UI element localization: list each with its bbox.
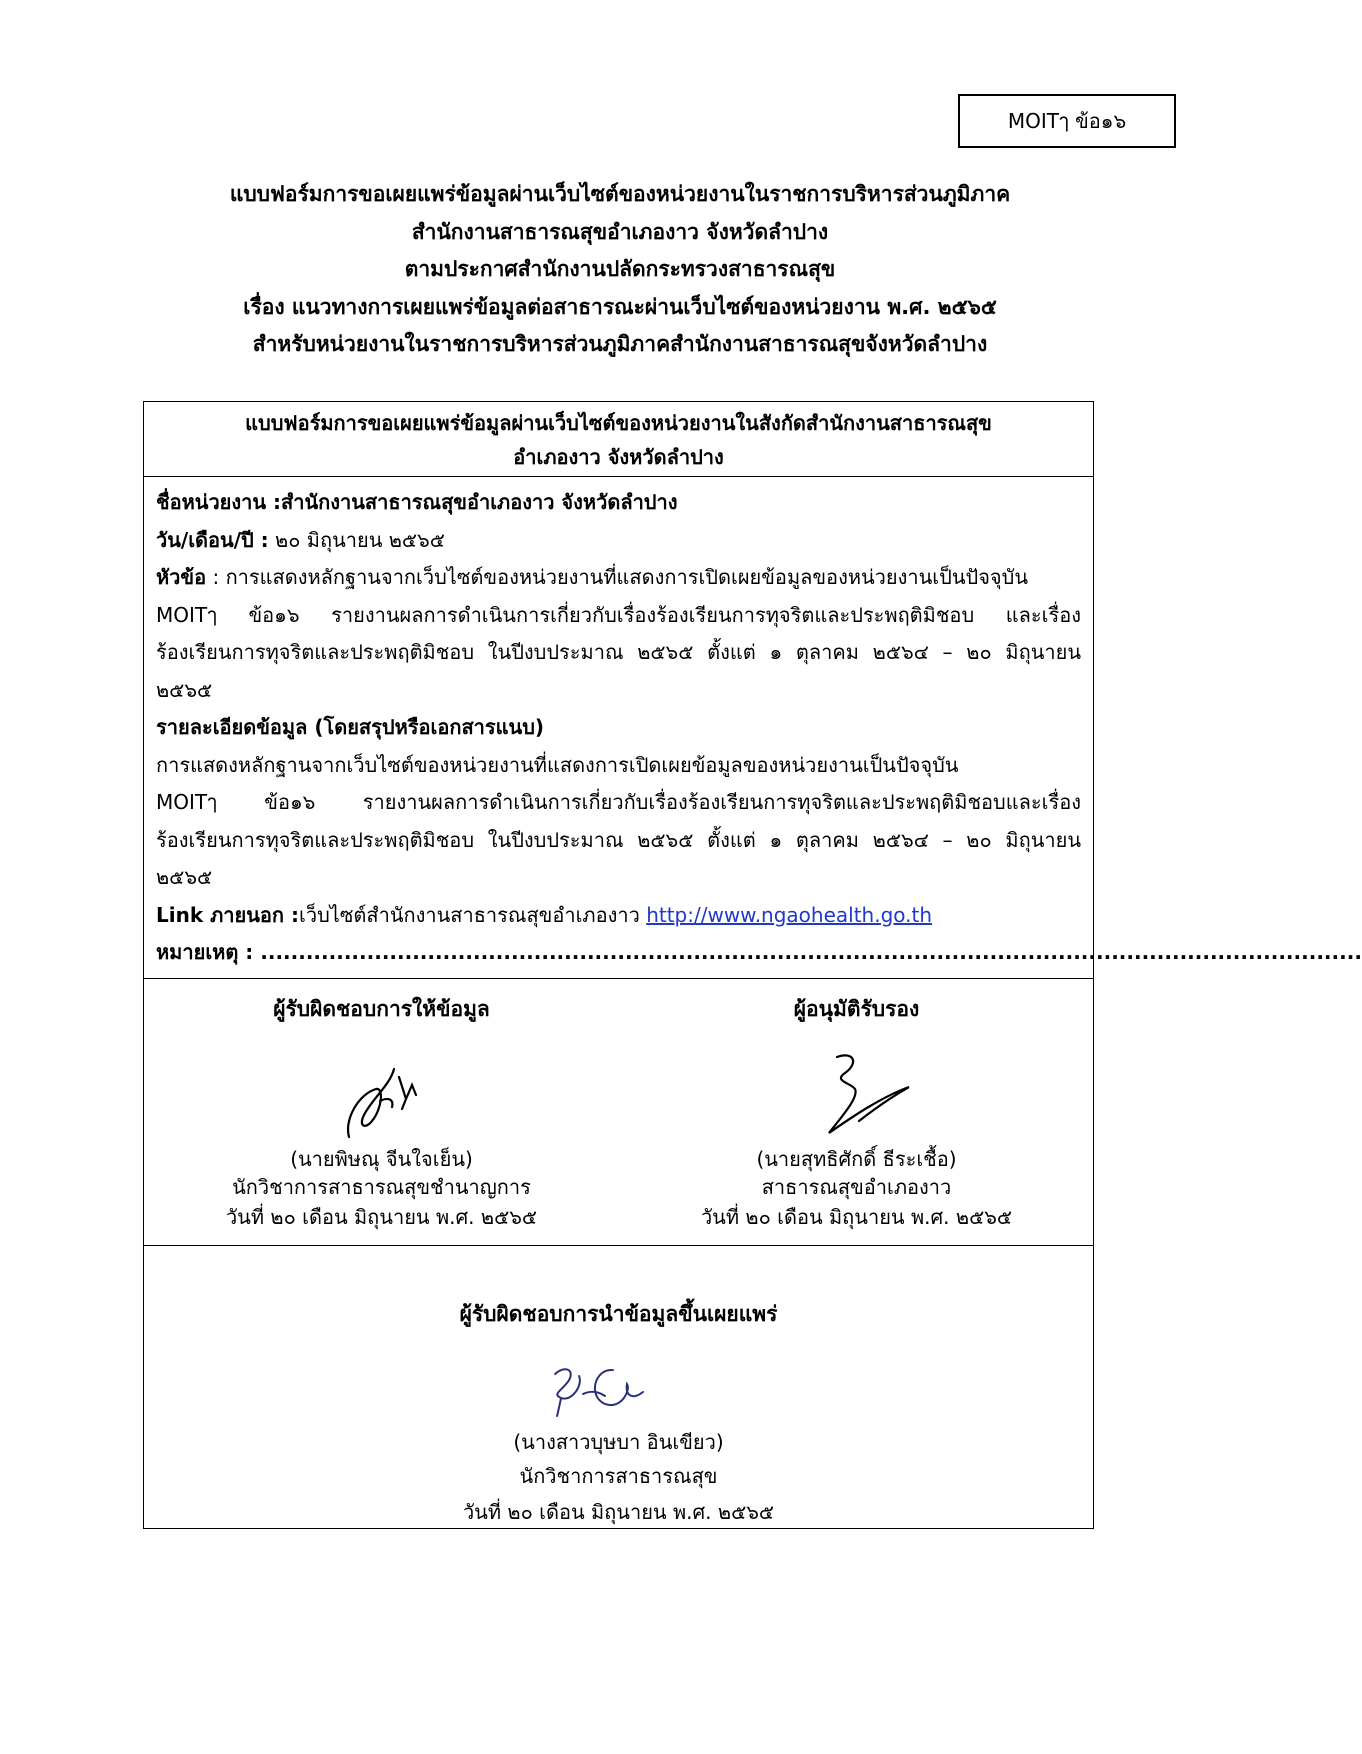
- heading-line-2: สำนักงานสาธารณสุขอำเภองาว จังหวัดลำปาง: [411, 219, 829, 244]
- doc-tag-box: [958, 94, 1176, 148]
- provider-role: ผู้รับผิดชอบการให้ข้อมูล: [273, 997, 490, 1021]
- form-details: [144, 477, 1362, 979]
- detail-line-4: ๒๕๖๕: [156, 865, 213, 889]
- form-title-line-2: อำเภองาว จังหวัดลำปาง: [513, 445, 724, 469]
- approver-position: สาธารณสุขอำเภองาว: [761, 1175, 952, 1199]
- signature-section: [144, 979, 1093, 1246]
- provider-position: นักวิชาการสาธารณสุขชำนาญการ: [232, 1175, 531, 1199]
- heading-line-5: สำหรับหน่วยงานในราชการบริหารส่วนภูมิภาคสำนักงานสาธารณสุขจังหวัดลำปาง: [252, 332, 988, 356]
- form-title-line-1: แบบฟอร์มการขอเผยแพร่ข้อมูลผ่านเว็บไซต์ของหน่วยงานในสังกัดสำนักงานสาธารณสุข: [245, 411, 992, 435]
- detail-line-2: MOITๅ ข้อ๑๖ รายงานผลการดำเนินการเกี่ยวกับเรื่องร้องเรียนการทุจริตและประพฤติมิชอบและเรื่อง: [156, 790, 1081, 814]
- publisher-position: นักวิชาการสาธารณสุข: [519, 1464, 718, 1488]
- publisher-name: (นางสาวบุษบา อินเขียว): [513, 1430, 724, 1454]
- publisher-signature: [144, 1356, 1093, 1436]
- note-row: [156, 934, 1362, 972]
- detail-label: รายละเอียดข้อมูล (โดยสรุปหรือเอกสารแนบ): [156, 715, 545, 739]
- date-value: ๒๐ มิถุนายน ๒๕๖๕: [268, 527, 445, 552]
- link-site: เว็บไซต์สำนักงานสาธารณสุขอำเภองาว: [299, 902, 647, 927]
- approver-name: (นายสุทธิศักดิ์ ธีระเชื้อ): [756, 1147, 957, 1171]
- unit-value: สำนักงานสาธารณสุขอำเภองาว จังหวัดลำปาง: [281, 490, 678, 514]
- form-title: [144, 402, 1093, 477]
- note-dots: .................................................................................................................................................: [260, 940, 1362, 964]
- topic-line-4: ๒๕๖๕: [156, 677, 213, 702]
- topic-label: หัวข้อ: [156, 565, 207, 589]
- heading-line-1: แบบฟอร์มการขอเผยแพร่ข้อมูลผ่านเว็บไซต์ของหน่วยงานในราชการบริหารส่วนภูมิภาค: [229, 182, 1011, 206]
- heading-line-4: เรื่อง แนวทางการเผยแพร่ข้อมูลต่อสาธารณะผ่านเว็บไซต์ของหน่วยงาน พ.ศ. ๒๕๖๕: [243, 294, 997, 319]
- publisher-role: ผู้รับผิดชอบการนำข้อมูลขึ้นเผยแพร่: [459, 1302, 778, 1326]
- publication-form: [143, 401, 1362, 1529]
- date-label: วัน/เดือน/ปี :: [156, 527, 269, 552]
- note-label: หมายเหตุ :: [156, 940, 261, 964]
- publisher-section: [144, 1246, 1093, 1530]
- topic-line-2: MOITๅ ข้อ๑๖ รายงานผลการดำเนินการเกี่ยวกับเรื่องร้องเรียนการทุจริตและประพฤติมิชอบ และเรื่อง: [156, 602, 1081, 627]
- topic-row: [156, 559, 1081, 597]
- detail-line-1: การแสดงหลักฐานจากเว็บไซต์ของหน่วยงานที่แสดงการเปิดเผยข้อมูลของหน่วยงานเป็นปัจจุบัน: [156, 752, 959, 777]
- publisher-date: วันที่ ๒๐ เดือน มิถุนายน พ.ศ. ๒๕๖๕: [462, 1500, 775, 1524]
- website-link[interactable]: http://www.ngaohealth.go.th: [646, 902, 933, 927]
- approver-date: วันที่ ๒๐ เดือน มิถุนายน พ.ศ. ๒๕๖๕: [700, 1205, 1013, 1229]
- provider-signature: [144, 1049, 619, 1149]
- provider-name: (นายพิษณุ จีนใจเย็น): [290, 1147, 473, 1171]
- topic-line-3: ร้องเรียนการทุจริตและประพฤติมิชอบ ในปีงบประมาณ ๒๕๖๕ ตั้งแต่ ๑ ตุลาคม ๒๕๖๔ – ๒๐ มิถุนายน: [156, 640, 1081, 664]
- unit-row: [156, 484, 1081, 522]
- date-row: [156, 522, 1081, 560]
- topic-line-1: : การแสดงหลักฐานจากเว็บไซต์ของหน่วยงานที่แสดงการเปิดเผยข้อมูลของหน่วยงานเป็นปัจจุบัน: [206, 565, 1029, 589]
- approver-role: ผู้อนุมัติรับรอง: [793, 997, 920, 1021]
- detail-line-3: ร้องเรียนการทุจริตและประพฤติมิชอบ ในปีงบประมาณ ๒๕๖๕ ตั้งแต่ ๑ ตุลาคม ๒๕๖๔ – ๒๐ มิถุนายน: [156, 827, 1081, 852]
- approver-signature: [619, 1049, 1094, 1149]
- link-label: Link ภายนอก :: [156, 902, 299, 927]
- doc-tag: MOITๅ ข้อ๑๖: [1007, 109, 1127, 133]
- document-heading: [100, 176, 1140, 364]
- link-row: [156, 897, 1081, 935]
- provider-date: วันที่ ๒๐ เดือน มิถุนายน พ.ศ. ๒๕๖๕: [225, 1205, 538, 1229]
- heading-line-3: ตามประกาศสำนักงานปลัดกระทรวงสาธารณสุข: [404, 257, 836, 281]
- unit-label: ชื่อหน่วยงาน :: [156, 490, 282, 514]
